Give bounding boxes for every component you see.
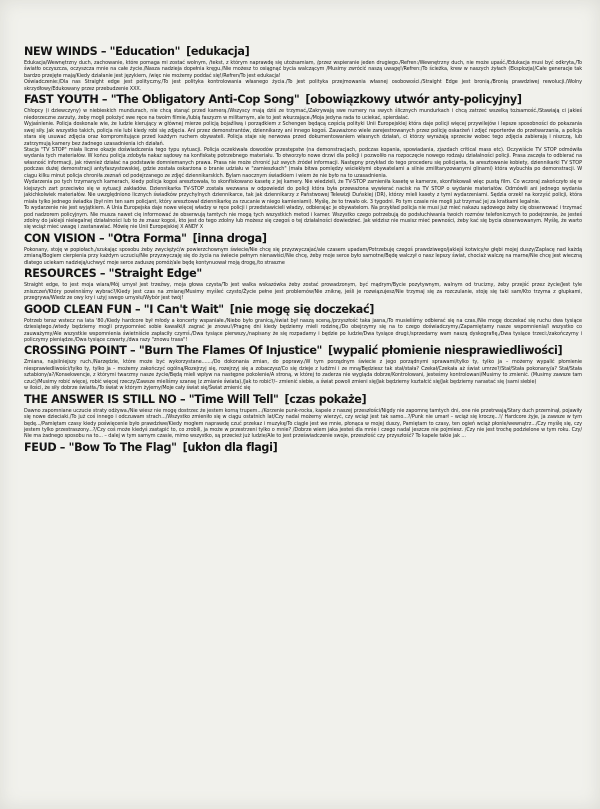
lyrics-section: [24, 441, 582, 455]
song-heading: [24, 232, 582, 246]
title-translation: [czas pokaże]: [284, 392, 367, 406]
lyrics-paragraph: Stacja "TV STOP" miała liczne okazje doświadczenia tego typu sytuacji. Policja oczekiwała dowodów przestępstw (na demonstracjach, podczas kopania, spowiadania, zjazdach critical mass etc). Oczywiście TV STOP odmówiła wydania tych materiałów. W końcu policja zdobyła nakaz sądowy na konfiskatę potrzebnego materiału. To otworzyło nowe drzwi dla policji i pozwoliło na rozpoczęcie nowego rodzaju działalności policji. Prasa zaczęła to odbierać na własność informacji, jak również działać na podstawie domniemanych prawa. Prasa nie może chronić już swych źródeł informacji. Następny przykład do tego procederu się policjanta, ta aresztowanie kobiety, dziennikarki TV STOP podczas dużej demonstracji antyfaszystowskiej, gdzie została oskarżona o branie udziału w "zamieszkach" (mała bitwa pomiędzy wściekłymi obywatelami a silnie zmilitaryzowanymi glinami) która wybuchła po demonstracji. W ciągu kilku minut policja chroniła zeznań od podejrzanego ze zdjęć dziennikarskich. Bylam naocznym świadkiem i wiem że nie było na to uzasadnienia.: [24, 146, 582, 179]
title-translation: [nie mogę się doczekać]: [229, 302, 375, 316]
song-title: NEW WINDS – "Education": [24, 45, 181, 58]
song-title: GOOD CLEAN FUN – "I Can't Wait": [24, 302, 224, 316]
lyrics-body: [24, 408, 582, 440]
song-title: THE ANSWER IS STILL NO – "Time Will Tell": [24, 392, 279, 406]
lyrics-paragraph: Oświadczenie:/Dla nas Straight edge jest polityczny./To jest polityka kontrolowania własnego życia./To jest polityka przejmowania własnej osobowości./Straight Edge jest bronią./Bronią prawdziwej rewolucji./Wolny skrzydłowy/Edukowany przez przebudzenie XXX.: [24, 79, 582, 92]
lyrics-section: [24, 393, 582, 440]
lyrics-paragraph: To wydarzenie nie jest wyjątkiem. A Unia Europejska daje nowe więcej władzy w ręce policji i przedstawicieli władzy, odbierając je obywatelom. Na przykład policja nie musi już mieć nakazu sądowego żeby cię obserwować i trzymać pod nadzorem policyjnym. Nie musza nawet cię informować że obserwują tamtych nie mogą tych wszystkich metod i kamer. Wszystko czego potrzebują do podsłuchiwania twoich rozmów telefonicznych to podejrzenie, że jesteś zdolny do jakiejś nielegalnej działalności lub to że znasz kogoś, kto jest do tego zdolny lub możesz się czegoś o tej działalności dowiedzieć. Jak widzisz nie musisz mieć pewności, żeby kać się bycia obserwowanym. Myślę, że warto się wciąż mieć uwagę i zastanawiać. Mówię nie Unii Europejskiej X ANDY X: [24, 205, 582, 231]
lyrics-paragraph: Straight edge, to jest moja wiara/Mój umysł jest trzeźwy, moja głowa czysta/To jest walka wskazówka żeby zostać prowadzonym, być mądrym/Bycie pozytywnym, walnym od trucizny, żeby przejść przez życie/Jest tyle zniszczeń/Który powinniśmy wybrać?/Kiedy jest czas na zmianę/Musimy myśleć czysto/Życie pełne jest problemów/Nie zniknę, jeśli je rozwiązujesz/Nie trzymaj się za rozczulanie, stoję się taki sam/Kto trzyma z głupkami, przegrywa/Wiedz ze owy kry i użyj swego umysłu/Wybór jest twój!: [24, 282, 582, 302]
song-title: FEUD – "Bow To The Flag": [24, 440, 177, 454]
title-translation: [inna droga]: [192, 231, 267, 245]
title-translation: [obowiązkowy utwór anty-policyjny]: [305, 93, 522, 107]
lyrics-section: [24, 344, 582, 391]
lyrics-section: [24, 303, 582, 344]
lyrics-paragraph: Wyjaśnienie. Policja doskonale wie, że ludzie kierujący w głównej mierze policją bojaźliwą i porządkiem z Schengen będącą częścią polityki Unii Europejskiej która daje policji więcej przywilejów i lepsze sposobności do pokazania swej siły. Jak wszystko takich, policja nie lubi kiedy robi się zdjęcia. Ani przez demonstrantów, dziennikarzy ani innego kogoś. Zauważono wiele zarejestrowanych przez policję oskarżeń i zdjęć reporterów do przetwarzania, a policja stara się usuwać zdjęcia oraz kompromitujące przed każdym ruchem obywateli. Policja staje się nerwowa przed dokumentowaniem własnych działań, ci którzy wyrażają sprzeciw wobec tego zdjęcia zabierają i niszczą, lub zatrzymują kamery bez żadnego uzasadnienia ich działań.: [24, 121, 582, 147]
lyrics-body: [24, 282, 582, 301]
lyrics-body: [24, 60, 582, 92]
lyrics-body: [24, 247, 582, 266]
lyrics-paragraph: Potrzeb teraz wstecz na lata '80./Kiedy hardcore był młody a koncerty wspaniałe./Niebo było granicą,/świat był naszą sceną./przyszłość taka jasna,/To musieliśmy odbierać się na czas./Nie mogę doczekać się ruchu dwa tysiące dziesiątego./wtedy będziemy mogli przypomnieć sobie kawałki/I zagrać je znowu!/Pragnę dni kiedy będziemy mieli rodzinę,/Do obejrzymy się na to czego doświadczymy./Zapamiętamy nasze wspomnienia/I wszystko co zauważymy/Ale wszystkie wspomnienia świetniście zapłaciły czymś./Dwa tysiące pierwszy,/napisany że się rozpadamy i będzie po ludzie/Dwa tysiące drugi:/sprzedamy wam naszą dyskografię,/Dwa tysiące trzeci:/zakończymy i policzymy pieniądze./Dwa tysiące czwarty,/dwa razy "znowu trasa"!: [24, 317, 582, 343]
lyrics-body: [24, 359, 582, 391]
lyrics-paragraph: Wydarzenia po tych trzymanych kamerach, kiedy policja kogoś aresztowała, to skonfiskowano kasetę z jej kamery. Nie wiedzieli, że TV-STOP zamieniła kasetę w kamerze, skonfiskowali więc pustą film. Co wczoraj zakończyło się w kiejszych zart przeciwko się w sytuacji zakładów. Dziennikarka TV-STOP została wezwana w odpowiedzi do policji która była przeważona wywierać nacisk na TV STOP o wydanie materiałów. Odmówili ani jednego wydania jakichkolwiek materiałów. Nie uwzględniono licznych świadków przychylnych dziennikarce, tak jak dziennikarzy z Państwowej Telewizji Duńskiej (DR), którzy mieli kasety z tymi wydarzeniami. Sędzia orzekł na korzyść policji, która miała tylko jednego świadka (był nim ten sam policjant, który aresztował dziennikarkę za rzucanie w niego kamieniami). Myślę, że to trwało ok. 3 tygodni. Po tym czasie nie mogli już trzymać jej za kratkami legalnie.: [24, 179, 582, 205]
song-title: FAST YOUTH – "The Obligatory Anti-Cop Song": [24, 93, 300, 107]
lyrics-paragraph: w ilości, że siły dobrze światła./To świat w którym żyjemy/Moje cały świat się/Świat zmienić się: [24, 385, 251, 392]
song-title: CROSSING POINT – "Burn The Flames Of Injustice": [24, 344, 323, 358]
song-heading: [24, 267, 582, 281]
title-translation: [ukłon dla flagi]: [182, 440, 278, 454]
lyrics-section: [24, 45, 582, 92]
title-translation: [wypalić płomienie niesprawiedliwości]: [328, 344, 563, 358]
song-heading: [24, 344, 582, 358]
song-title: RESOURCES – "Straight Edge": [24, 267, 202, 281]
lyrics-paragraph: Chłopcy (i dziewczyny) w niebieskich mundurach, nie chcą stanąć przed kamerą./Wszyscy mają dziś ze trzymać,/Zakrywają swe numery na swych ślicznych mundurkach i chcą zatrzeć wszelką tożsamość./Stawiają ci jakieś niedorzeczne zarzuty, żeby mogli polożyć swe ręce na twoim filmie,/lubią faszyzm w militarnym, ale to jest wkurzające./Moja jedyna rada to uciekać, spierdalać.: [24, 108, 582, 121]
song-heading: [24, 93, 582, 107]
lyrics-section: [24, 267, 582, 301]
song-heading: [24, 303, 582, 317]
song-title: CON VISION – "Otra Forma": [24, 231, 187, 245]
lyrics-paragraph: Dawno zapomniane uczucie straty odżywa./Nie wiesz nie mogę dostrzec że jestem korną trupem.../Korzenie punk-rocka, kapele z naszej przeszłości/Nigdy nie zapomnę tamtych dni, one nie przetrwają/Stary duch przeminął, pojawiły się nowe dzieciaki./To już coś innego i odczuwam strach.../Wszystko zmieniło się w ciągu ostatnich lat/Czy nadal możemy wierzyć, czy wciąż jest tak samo...?/Punk nie umarł – wciąż się kroczę...!/ Hardcore żyje, ja zawsze w tym będę.../Pamiętam czasy kiedy poświęcenie było prawdziwe/Kiedy mogłem naprawdę czuć przekaz i muzykę/To ciągle jest we mnie, płonąca w mojej duszy, Pamiętam to czasy, ten ogień wciąż płonie/wewnątrz.../Czy myślę się, czy jestem tylko przestraszony...?/Czy coś może kiedyś zastąpić to, co zrobili, ja może w przestrzeni tylko o mnie? /Dobrze wiem jaka jesteś dla mnie i czego nadal jeszcze nie pojmiesz. /Czy nie jest trochę podzielone w tym roku. Czy/ Nie ma żadnego sposobu na to... – dalej w tym samym czasie, mimo wszystko, są przecież już ludzie/Ale to jest przeświadczenie swoje, przeszłość czy przyszłość? To kapele takie jak ...: [24, 407, 582, 440]
lyrics-body: [24, 318, 582, 344]
lyrics-section: [24, 232, 582, 266]
title-translation: [edukacja]: [186, 45, 250, 58]
lyrics-paragraph: Pokonany, stoję w popiołach,/szukając sposobu żeby zwyciężyć/w powierzchownym świecie/Nie chcę się przyzwyczajać/ale czasem upadam/Potrzebuję czegoś prawdziwego/jakiejś kotwicy/w głębi mojej duszy/Zaplacę nad każdą zmianą/Bogiem cierpienia przy każdym uczuciu/Nie przyzwyczaję się do życia na świecie pełnym nienawiści/Nie chcę, żeby moje serce było samotne/Będę walczył o nasz lepszy świat, chociaż walczę na marne/Nie chcę jest wieczną dlatego uciekam nadzieją/uchwyć moje serce zaduszę pomóż/ale będę kontynuował moją drogę,/to straszne: [24, 246, 582, 266]
song-heading: [24, 393, 582, 407]
song-heading: [24, 441, 582, 455]
lyrics-body: [24, 108, 582, 231]
song-heading: [24, 45, 582, 59]
lyrics-section: [24, 93, 582, 231]
lyrics-paragraph: Edukacja/Wewnętrzny duch, zachowanie, które pomaga mi zostać wolnym, /tekst, z którym naprawdę się utożsamiam, /przez wspieranie jeden drugiego./Refren:/Wewnętrzny duch, nie może upaść./Edukacja musi być odkryta,/To światło oczyszcza, oczyszcza mnie na całe życie./Nasza nadzieja dopełnia kręgu./Nie możesz to osiągnąć bycia walczącym /Musimy zwrócić naszą uwagę!/Refren:/To ścieżka, krew w naszych żyłach (Eksplozja)/Całe generacje tak bardzo przejęte mają/Kiedy działanie jest językiem, /więc nie możemy poddać się!/Refren/To jest edukacja!: [24, 60, 582, 79]
lyrics-paragraph: Zmiana, najsilniejszy ruch./Narzędzie, które może być wykorzystane......./Do dokonania zmian, do poprawy./W tym porządnym świecie z jego porządnymi sprawami/tylko ty, tylko ja – możemy wypalić płomienie niesprawiedliwości/tylko ty, tylko ja – możemy zakończyć ogólną/Rozejrzyj się, rozejrzyj się a zobaczysz/Co się dzieje z ludźmi i ze mną/Będziesz tak stał/stała? Czekał/Czekała aż świat umrze?/Stał/Stała pokonany/a? Stał/Stała sztabiony/a?/Konsekwencje, z którymi twarzmy nasze życie/Będą mieli wpływ na następne pokolenie/A stroną, w której to zaderza nie wygląda dobrze/Kontrolowani, jesteśmy kontrolowani/Musimy to zmienić. (Musimy zawsze tam czuć)/Musimy robić więcej, robić więcej rzeczy/Zawsze mieliśmy szansę (z zmianie świata)./Jak to robić?/– zmienić siebie, a świat powoli zmieni się/Jak będziemy kształcić się/Jak będziemy narastać się (sami siebie): [24, 359, 582, 385]
